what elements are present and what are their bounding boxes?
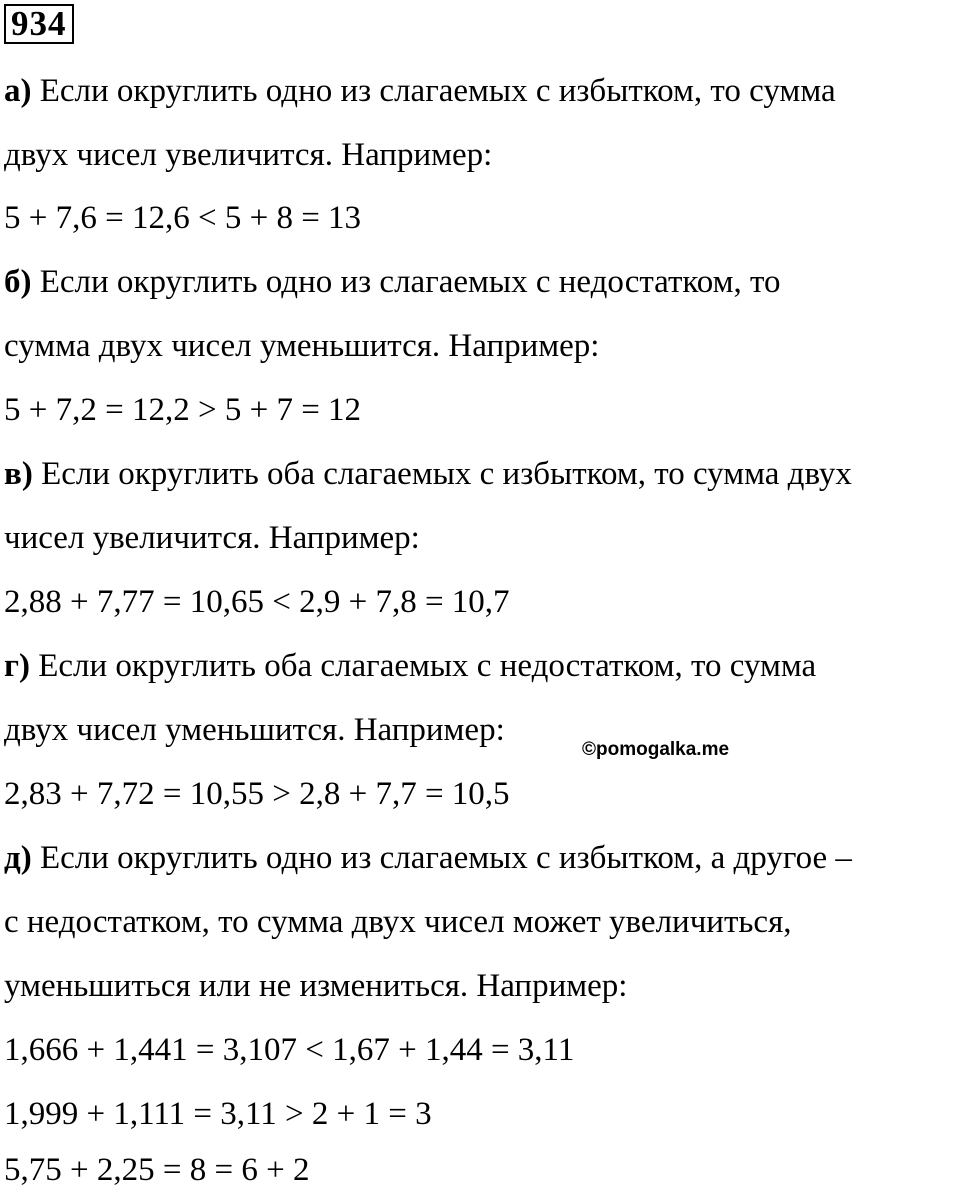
part-v-label: в) [4,456,33,492]
part-v-text-1: Если округлить оба слагаемых с избытком, то сумма двух [32,456,852,492]
part-a-line-1 [4,71,836,111]
part-a-text-1: Если округлить одно из слагаемых с избытком, то сумма [31,73,836,109]
problem-number: 934 [4,4,74,44]
part-b-line-2: сумма двух чисел уменьшится. Например: [4,328,600,364]
part-g-text-1: Если округлить оба слагаемых с недостатком, то сумма [29,648,817,684]
part-g-example: 2,83 + 7,72 = 10,55 > 2,8 + 7,7 = 10,5 [4,776,510,812]
part-v-line-1 [4,454,852,494]
part-v-line-2: чисел увеличится. Например: [4,520,420,556]
part-a-example: 5 + 7,6 = 12,6 < 5 + 8 = 13 [4,200,362,236]
part-d-line-2: с недостатком, то сумма двух чисел может увеличиться, [4,904,792,940]
part-d-line-3: уменьшиться или не измениться. Например: [4,968,628,1004]
part-d-line-1 [4,838,852,878]
part-d-label: д) [4,840,32,876]
part-b-label: б) [4,264,32,300]
watermark: ©pomogalka.me [582,739,730,760]
part-g-line-1 [4,646,816,686]
part-b-line-1 [4,262,781,302]
part-d-example-2: 1,999 + 1,111 = 3,11 > 2 + 1 = 3 [4,1096,432,1132]
part-d-text-1: Если округлить одно из слагаемых с избытком, а другое – [31,840,852,876]
part-d-example-1: 1,666 + 1,441 = 3,107 < 1,67 + 1,44 = 3,11 [4,1032,575,1068]
part-g-line-2: двух чисел уменьшится. Например: [4,712,505,748]
part-a-line-2: двух чисел увеличится. Например: [4,137,493,173]
part-b-example: 5 + 7,2 = 12,2 > 5 + 7 = 12 [4,392,362,428]
part-b-text-1: Если округлить одно из слагаемых с недостатком, то [31,264,781,300]
part-v-example: 2,88 + 7,77 = 10,65 < 2,9 + 7,8 = 10,7 [4,584,510,620]
part-a-label: а) [4,73,32,109]
part-d-example-3: 5,75 + 2,25 = 8 = 6 + 2 [4,1152,310,1188]
part-g-label: г) [4,648,30,684]
